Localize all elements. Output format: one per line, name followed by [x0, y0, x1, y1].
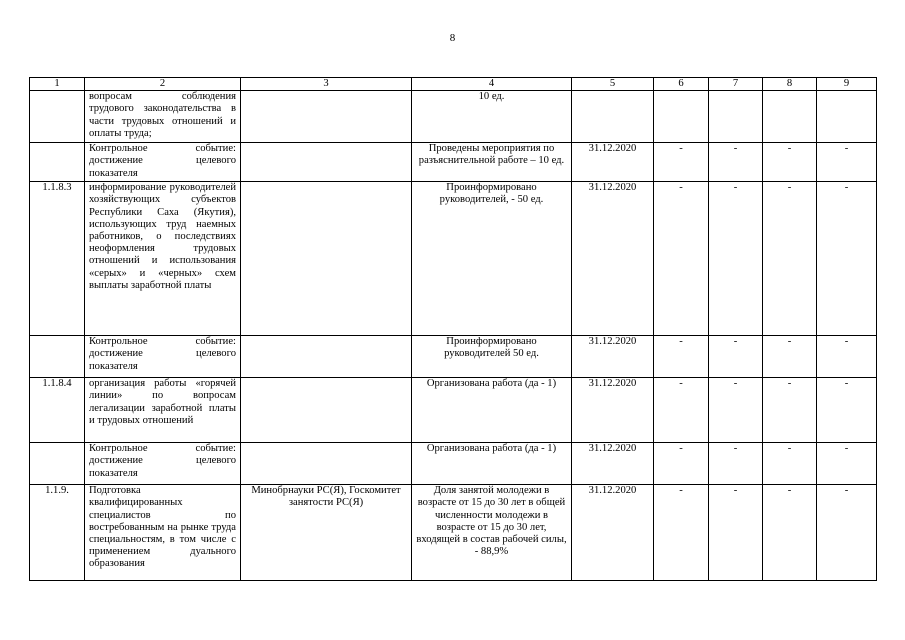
deadline-date: 31.12.2020	[572, 485, 654, 581]
column-header: 6	[654, 78, 709, 91]
value-cell: -	[709, 443, 763, 485]
indicator-text: Организована работа (да - 1)	[412, 378, 572, 443]
value-cell	[709, 91, 763, 143]
indicator-text: Организована работа (да - 1)	[412, 443, 572, 485]
value-cell: -	[817, 443, 877, 485]
deadline-date: 31.12.2020	[572, 182, 654, 336]
event-text: Контрольное событие: достижение целевого показателя	[85, 443, 241, 485]
event-text: Контрольное событие: достижение целевого показателя	[85, 143, 241, 182]
indicator-text: 10 ед.	[412, 91, 572, 143]
value-cell: -	[763, 443, 817, 485]
executor-text	[241, 91, 412, 143]
value-cell: -	[709, 336, 763, 378]
deadline-date: 31.12.2020	[572, 143, 654, 182]
indicator-text: Доля занятой молодежи в возрасте от 15 до 30 лет в общей численности молодежи в возрасте от 15 до 30 лет, входящей в состав рабочей силы, - 88,9%	[412, 485, 572, 581]
executor-text	[241, 143, 412, 182]
deadline-date: 31.12.2020	[572, 336, 654, 378]
deadline-date: 31.12.2020	[572, 378, 654, 443]
table-row	[30, 336, 877, 378]
value-cell: -	[817, 182, 877, 336]
table-row	[30, 378, 877, 443]
event-text: вопросам соблюдения трудового законодательства в части трудовых отношений и оплаты труда;	[85, 91, 241, 143]
event-text: информирование руководителей хозяйствующих субъектов Республики Саха (Якутия), использующих труд наемных работников, о последствиях неоформления трудовых отношений и использования «серых» и «черных» схем выплаты заработной платы	[85, 182, 241, 336]
table-row	[30, 485, 877, 581]
value-cell: -	[817, 336, 877, 378]
value-cell: -	[654, 378, 709, 443]
table-row	[30, 443, 877, 485]
table-row	[30, 143, 877, 182]
executor-text	[241, 182, 412, 336]
event-text: Контрольное событие: достижение целевого показателя	[85, 336, 241, 378]
value-cell: -	[654, 443, 709, 485]
page-number: 8	[449, 32, 456, 44]
value-cell: -	[763, 336, 817, 378]
indicator-text: Проинформировано руководителей 50 ед.	[412, 336, 572, 378]
row-number: 1.1.8.4	[30, 378, 85, 443]
value-cell: -	[817, 485, 877, 581]
value-cell: -	[654, 485, 709, 581]
column-header: 8	[763, 78, 817, 91]
executor-text: Минобрнауки РС(Я), Госкомитет занятости РС(Я)	[241, 485, 412, 581]
table-header-row	[30, 78, 877, 91]
column-header: 1	[30, 78, 85, 91]
column-header: 4	[412, 78, 572, 91]
value-cell: -	[709, 378, 763, 443]
value-cell	[817, 91, 877, 143]
column-header: 2	[85, 78, 241, 91]
row-number	[30, 443, 85, 485]
executor-text	[241, 336, 412, 378]
value-cell: -	[654, 143, 709, 182]
column-header: 3	[241, 78, 412, 91]
value-cell	[654, 91, 709, 143]
table-row	[30, 91, 877, 143]
value-cell: -	[763, 143, 817, 182]
column-header: 7	[709, 78, 763, 91]
value-cell: -	[817, 143, 877, 182]
value-cell: -	[763, 182, 817, 336]
value-cell	[763, 91, 817, 143]
executor-text	[241, 378, 412, 443]
row-number	[30, 336, 85, 378]
value-cell: -	[763, 378, 817, 443]
value-cell: -	[709, 182, 763, 336]
deadline-date: 31.12.2020	[572, 443, 654, 485]
table-row	[30, 182, 877, 336]
row-number: 1.1.9.	[30, 485, 85, 581]
column-header: 5	[572, 78, 654, 91]
indicator-text: Проведены мероприятия по разъяснительной работе – 10 ед.	[412, 143, 572, 182]
event-text: Подготовка квалифицированных специалистов по востребованным на рынке труда специальностям, в том числе с применением дуального образования	[85, 485, 241, 581]
row-number: 1.1.8.3	[30, 182, 85, 336]
indicator-text: Проинформировано руководителей, - 50 ед.	[412, 182, 572, 336]
executor-text	[241, 443, 412, 485]
value-cell: -	[709, 485, 763, 581]
row-number	[30, 91, 85, 143]
row-number	[30, 143, 85, 182]
plan-table	[29, 77, 877, 581]
value-cell: -	[817, 378, 877, 443]
column-header: 9	[817, 78, 877, 91]
value-cell: -	[763, 485, 817, 581]
deadline-date	[572, 91, 654, 143]
value-cell: -	[709, 143, 763, 182]
value-cell: -	[654, 182, 709, 336]
event-text: организация работы «горячей линии» по вопросам легализации заработной платы и трудовых отношений	[85, 378, 241, 443]
value-cell: -	[654, 336, 709, 378]
